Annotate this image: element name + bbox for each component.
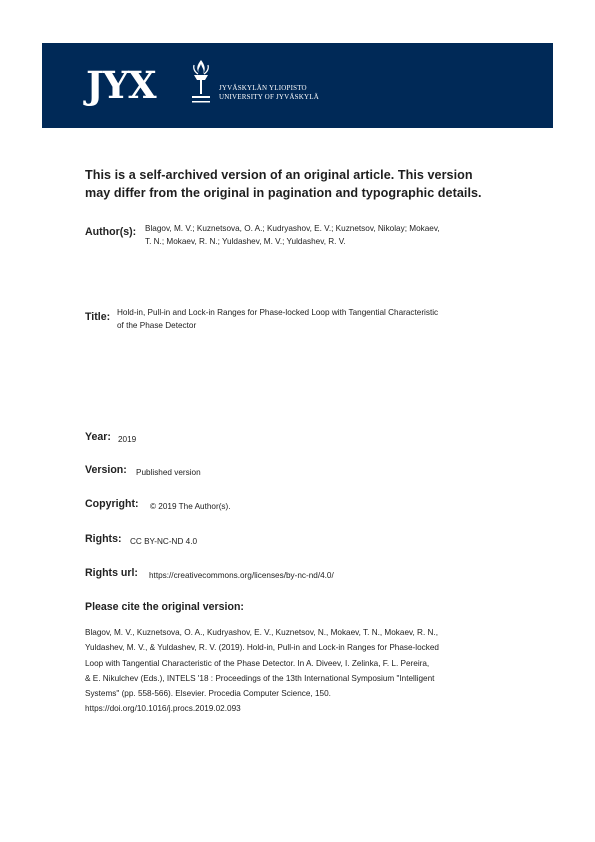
title-line-2: of the Phase Detector [117,320,197,330]
citation-line-5: Systems" (pp. 558-566). Elsevier. Procedia Computer Science, 150. [85,689,331,699]
citation-line-4: & E. Nikulchev (Eds.), INTELS '18 : Proceedings of the 13th International Symposium "Intelligent [85,673,435,683]
citation-doi-link[interactable]: https://doi.org/10.1016/j.procs.2019.02.093 [85,704,241,714]
year-value: 2019 [118,435,137,444]
title-line-1: Hold-in, Pull-in and Lock-in Ranges for Phase-locked Loop with Tangential Characteristic [117,308,439,317]
university-name-fi: JYVÄSKYLÄN YLIOPISTO [219,84,307,92]
authors-line-1: Blagov, M. V.; Kuznetsova, O. A.; Kudryashov, E. V.; Kuznetsov, Nikolay; Mokaev, [145,224,440,233]
notice-line-2: may differ from the original in pagination and typographic details. [85,186,482,200]
jyx-logo: JYX [86,63,156,107]
rights-url-link[interactable]: https://creativecommons.org/licenses/by-nc-nd/4.0/ [149,571,334,580]
authors-line-2: T. N.; Mokaev, R. N.; Yuldashev, M. V.; Yuldashev, R. V. [145,236,346,246]
authors-label: Author(s): [85,226,137,238]
version-label: Version: [85,464,127,476]
notice-line-1: This is a self-archived version of an original article. This version [85,168,473,182]
citation-line-1: Blagov, M. V., Kuznetsova, O. A., Kudryashov, E. V., Kuznetsov, N., Mokaev, T. N., Mokaev, R. N., [85,628,438,637]
torch-icon [190,59,212,107]
rights-value: CC BY-NC-ND 4.0 [130,537,198,546]
authors-value [145,223,440,248]
version-value: Published version [136,468,201,477]
citation-line-3: Loop with Tangential Characteristic of the Phase Detector. In A. Diveev, I. Zelinka, F. L. Pereira, [85,658,430,668]
citation-line-2: Yuldashev, M. V., & Yuldashev, R. V. (2019). Hold-in, Pull-in and Lock-in Ranges for Phase-locked [85,643,439,653]
header-banner [42,43,553,128]
rights-url-label: Rights url: [85,567,138,579]
university-name-en: UNIVERSITY OF JYVÄSKYLÄ [219,93,320,101]
rights-label: Rights: [85,533,122,545]
self-archive-notice [85,166,525,202]
copyright-label: Copyright: [85,498,139,510]
university-name [219,84,319,102]
citation-text [85,625,439,717]
title-value [117,307,438,332]
year-label: Year: [85,431,111,443]
citation-heading: Please cite the original version: [85,601,244,613]
title-label: Title: [85,311,111,323]
copyright-value: © 2019 The Author(s). [150,502,231,511]
